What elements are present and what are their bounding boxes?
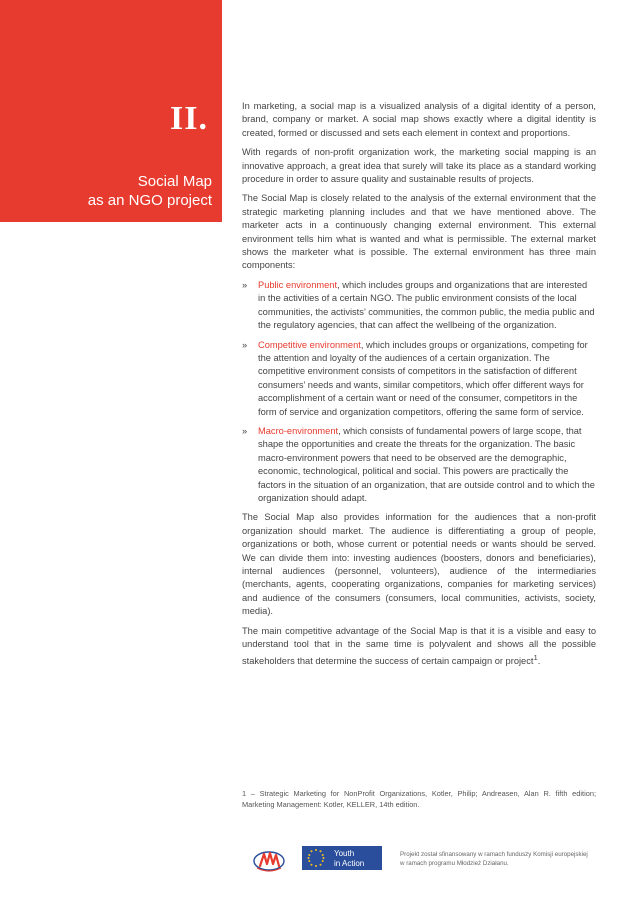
youth-in-action-logo bbox=[302, 846, 382, 870]
chapter-banner bbox=[0, 0, 222, 222]
list-item-term: Macro-environment bbox=[258, 425, 339, 436]
paragraph bbox=[242, 625, 596, 669]
list-item-text: , which includes groups and organizations that are interested in the activities of a certain NGO. The public environment consists of the local communities, the activists’ communities, the common public, the media public and the regulatory agencies, that can affect the wellbeing of the organization. bbox=[258, 279, 595, 331]
list-item bbox=[242, 279, 596, 333]
paragraph: The Social Map is closely related to the analysis of the external environment that the strategic marketing planning includes and that we have mentioned above. The marketer acts in a continuously changing external environment. This external environment tells him what is wanted and what is permissible. The external market shows the marketer what is possible. The external environment has three main components: bbox=[242, 193, 596, 271]
paragraph: The Social Map also provides information for the audiences that a non-profit organization should market. The audience is differentiating a group of people, organizations or both, whose current or potential needs or wants should be served. We can divide them into: investing audiences (boosters, donors and beneficiaries), internal audiences (personnel, volunteers), audience of the intermediaries (merchants, agents, cooperating organizations, companies for marketing services) and audience of the consumers (consumers, local communities, activists, society, media). bbox=[242, 512, 596, 617]
list-item-text: , which includes groups or organizations, competing for the attention and loyalty of the audiences of a certain organization. The competitive environment consists of competitors in the satisfaction of different consumers’ needs and wants, similar competitors, which offer different ways for accomplishment of a certain want or need of the consumer, competitors in the form of service and organization competitors, offering the same form of service. bbox=[258, 339, 588, 417]
bullet-marker: » bbox=[242, 279, 248, 290]
chapter-title-line-1: Social Map bbox=[137, 173, 212, 190]
list-item bbox=[242, 425, 596, 505]
organization-logo bbox=[252, 848, 286, 874]
paragraph-text: The main competitive advantage of the Social Map is that it is a visible and easy to understand tool that in the same time is polyvalent and shows all the possible stakeholders that determine the success of certain campaign or project bbox=[242, 625, 596, 667]
list-item-term: Competitive environment bbox=[258, 339, 361, 350]
bullet-marker: » bbox=[242, 425, 248, 436]
paragraph-end: . bbox=[537, 656, 541, 667]
list-item-text: , which consists of fundamental powers of large scope, that shape the opportunities and create the threats for the organization. The basic macro-environment powers that need to be observed are the demographic, economic, technological, political and social. This powers are practically the factors in the situation of an organization, that are outside control and to which the organization should adapt. bbox=[258, 425, 595, 503]
funding-notice bbox=[400, 850, 600, 868]
list-item bbox=[242, 339, 596, 419]
yia-line-2: in Action bbox=[334, 859, 365, 868]
footnote-reference: 1 bbox=[533, 653, 538, 663]
funding-line-1: Projekt został sfinansowany w ramach funduszy Komisji europejskiej bbox=[400, 851, 588, 858]
paragraph: With regards of non-profit organization work, the marketing social mapping is an innovative approach, a great idea that surely will take its place as a standard working procedure in order to assure quality and sustainable results of projects. bbox=[242, 147, 596, 185]
list-item-term: Public environment bbox=[258, 279, 338, 290]
chapter-title-line-2: as an NGO project bbox=[87, 192, 212, 209]
funding-line-2: w ramach programu Młodzież Działanu. bbox=[400, 860, 509, 867]
chapter-title bbox=[2, 172, 212, 210]
chapter-number: II. bbox=[170, 100, 208, 137]
bullet-marker: » bbox=[242, 339, 248, 350]
footnote: 1 – Strategic Marketing for NonProfit Organizations, Kotler, Philip; Andreasen, Alan R. fifth edition; Marketing Management: Kotler, KELLER, 14th edition. bbox=[242, 789, 596, 809]
paragraph: In marketing, a social map is a visualized analysis of a digital identity of a person, brand, company or market. A social map shows exactly where a digital identity is created, formed or discussed and sets each element in context and proportions. bbox=[242, 101, 596, 138]
yia-line-1: Youth bbox=[334, 849, 355, 858]
main-text bbox=[242, 100, 596, 675]
environment-list bbox=[242, 279, 596, 506]
